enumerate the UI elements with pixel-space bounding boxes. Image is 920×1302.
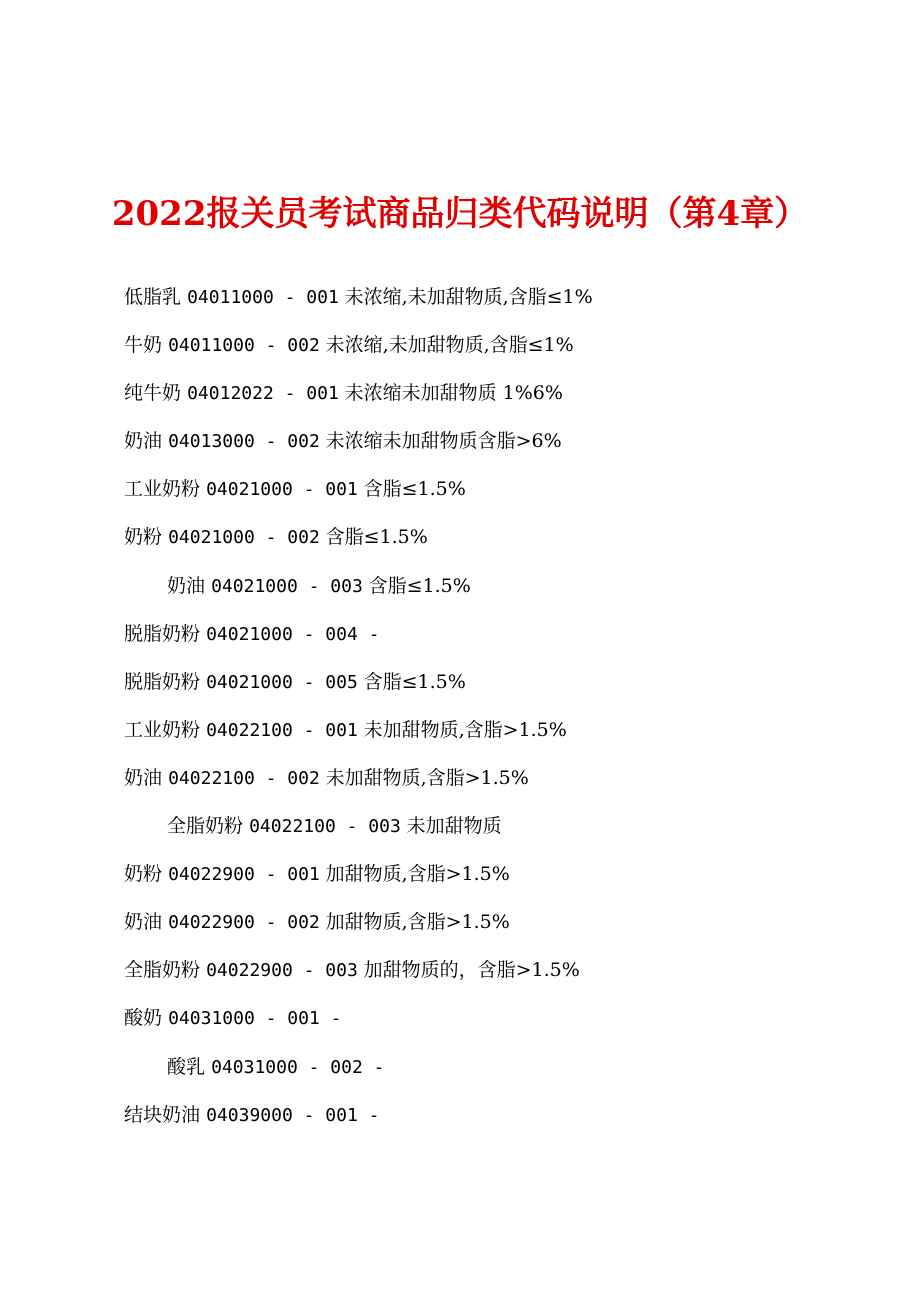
item-code: 04022100 - 002 <box>168 767 320 789</box>
list-item <box>124 571 864 619</box>
list-item <box>124 522 864 570</box>
item-name: 低脂乳 <box>124 286 182 308</box>
item-code: 04021000 - 001 <box>206 479 358 501</box>
item-name: 脱脂奶粉 <box>124 670 201 693</box>
item-name: 工业奶粉 <box>124 478 201 501</box>
item-name: 奶油 <box>124 766 163 789</box>
item-code: 04021000 - 004 - <box>206 623 380 645</box>
list-item <box>124 1052 864 1100</box>
item-description: 未加甜物质,含脂>1.5% <box>325 766 529 789</box>
item-description: 未浓缩,未加甜物质,含脂≤1% <box>344 286 593 308</box>
item-code: 04031000 - 002 - <box>211 1056 385 1078</box>
item-description: 含脂≤1.5% <box>363 478 466 501</box>
list-item <box>124 330 864 378</box>
item-code: 04021000 - 003 <box>211 575 363 597</box>
list-item <box>124 1100 864 1148</box>
item-name: 酸奶 <box>124 1007 163 1030</box>
item-code: 04013000 - 002 <box>168 431 320 453</box>
item-description: 含脂≤1.5% <box>325 526 428 549</box>
item-code: 04022900 - 001 <box>168 864 320 886</box>
list-item <box>124 1003 864 1051</box>
list-item <box>124 282 864 330</box>
list-item <box>124 811 864 859</box>
list-item <box>124 907 864 955</box>
list-item <box>124 378 864 426</box>
item-description: 未加甜物质 <box>406 815 502 838</box>
list-item <box>124 474 864 522</box>
list-item <box>124 859 864 907</box>
item-description: 含脂≤1.5% <box>363 670 466 693</box>
item-name: 全脂奶粉 <box>167 815 244 838</box>
item-name: 结块奶油 <box>124 1103 201 1126</box>
list-item <box>124 955 864 1003</box>
list-item <box>124 426 864 474</box>
item-description: 含脂≤1.5% <box>368 574 471 597</box>
item-description: 加甜物质,含脂>1.5% <box>325 911 510 934</box>
item-description: 加甜物质,含脂>1.5% <box>325 863 510 886</box>
list-item <box>124 715 864 763</box>
item-description: 未浓缩未加甜物质 1%6% <box>344 382 563 405</box>
list-item <box>124 763 864 811</box>
item-name: 奶粉 <box>124 863 163 886</box>
item-name: 奶油 <box>167 574 206 597</box>
item-name: 奶油 <box>124 430 163 453</box>
entry-list <box>124 282 864 1148</box>
item-code: 04022100 - 003 <box>249 816 401 838</box>
item-code: 04012022 - 001 <box>187 383 339 405</box>
item-name: 奶油 <box>124 911 163 934</box>
item-code: 04011000 - 001 <box>187 287 339 308</box>
list-item <box>124 619 864 667</box>
item-code: 04011000 - 002 <box>168 335 320 357</box>
item-description: 未浓缩,未加甜物质,含脂≤1% <box>325 334 574 357</box>
item-code: 04021000 - 002 <box>168 527 320 549</box>
item-description: 加甜物质的，含脂>1.5% <box>363 959 580 982</box>
item-code: 04031000 - 001 - <box>168 1008 342 1030</box>
item-code: 04022900 - 003 <box>206 960 358 982</box>
item-code: 04022100 - 001 <box>206 719 358 741</box>
item-description: 未加甜物质,含脂>1.5% <box>363 718 567 741</box>
list-item <box>124 667 864 715</box>
item-code: 04022900 - 002 <box>168 912 320 934</box>
item-name: 牛奶 <box>124 334 163 357</box>
item-name: 脱脂奶粉 <box>124 622 201 645</box>
item-name: 纯牛奶 <box>124 382 182 405</box>
item-name: 全脂奶粉 <box>124 959 201 982</box>
page-title: 2022报关员考试商品归类代码说明（第4章） <box>111 194 809 234</box>
item-code: 04039000 - 001 - <box>206 1104 380 1126</box>
item-code: 04021000 - 005 <box>206 671 358 693</box>
item-description: 未浓缩未加甜物质含脂>6% <box>325 430 562 453</box>
item-name: 工业奶粉 <box>124 718 201 741</box>
item-name: 酸乳 <box>167 1055 206 1078</box>
item-name: 奶粉 <box>124 526 163 549</box>
